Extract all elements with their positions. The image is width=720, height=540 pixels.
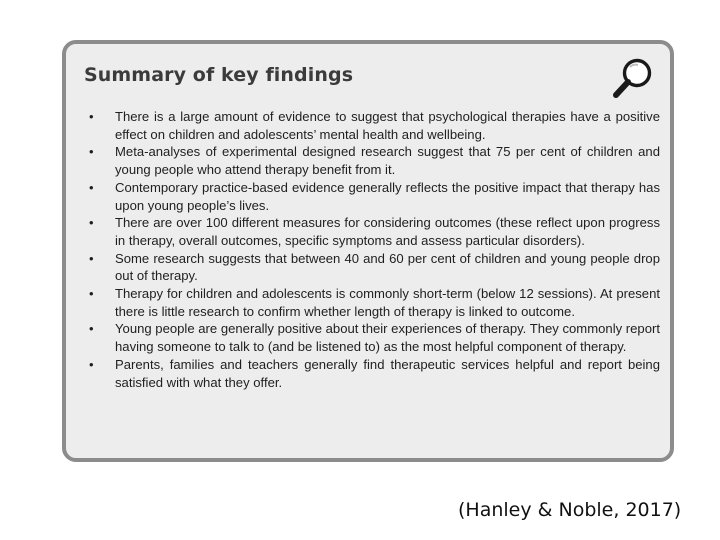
finding-text: Contemporary practice-based evidence generally reflects the positive impact that therapy has upon young people’s lives. bbox=[115, 179, 660, 213]
magnifying-glass-icon bbox=[610, 56, 656, 102]
source-citation: (Hanley & Noble, 2017) bbox=[458, 499, 682, 521]
bullet-icon: • bbox=[89, 356, 94, 372]
bullet-icon: • bbox=[89, 215, 94, 231]
finding-text: Young people are generally positive about their experiences of therapy. They commonly report having someone to talk to (and be listened to) as the most helpful component of therapy. bbox=[115, 321, 660, 355]
key-findings-panel bbox=[62, 40, 674, 462]
finding-item bbox=[86, 143, 660, 178]
finding-item bbox=[86, 108, 660, 143]
finding-item bbox=[86, 285, 660, 320]
finding-text: Parents, families and teachers generally find therapeutic services helpful and report being satisfied with what they offer. bbox=[115, 356, 660, 390]
finding-text: Therapy for children and adolescents is commonly short-term (below 12 sessions). At present there is little research to confirm whether length of therapy is linked to outcome. bbox=[115, 286, 660, 319]
finding-item bbox=[86, 214, 660, 249]
finding-text: Some research suggests that between 40 and 60 per cent of children and young people drop out of therapy. bbox=[115, 250, 660, 284]
bullet-icon: • bbox=[89, 144, 94, 160]
panel-title: Summary of key findings bbox=[84, 64, 354, 86]
finding-text: There are over 100 different measures for considering outcomes (these reflect upon progress in therapy, overall outcomes, specific symptoms and assess particular disorders). bbox=[115, 215, 660, 248]
finding-item bbox=[86, 356, 660, 391]
findings-list bbox=[86, 108, 660, 391]
finding-text: Meta-analyses of experimental designed research suggest that 75 per cent of children and young people who attend therapy benefit from it. bbox=[115, 144, 660, 178]
finding-item bbox=[86, 250, 660, 285]
bullet-icon: • bbox=[89, 286, 94, 302]
bullet-icon: • bbox=[89, 109, 94, 124]
finding-item bbox=[86, 179, 660, 214]
finding-item bbox=[86, 320, 660, 355]
bullet-icon: • bbox=[89, 250, 94, 266]
finding-text: There is a large amount of evidence to suggest that psychological therapies have a positive effect on children and adolescents’ mental health and wellbeing. bbox=[115, 109, 660, 142]
bullet-icon: • bbox=[89, 321, 94, 337]
bullet-icon: • bbox=[89, 179, 94, 195]
